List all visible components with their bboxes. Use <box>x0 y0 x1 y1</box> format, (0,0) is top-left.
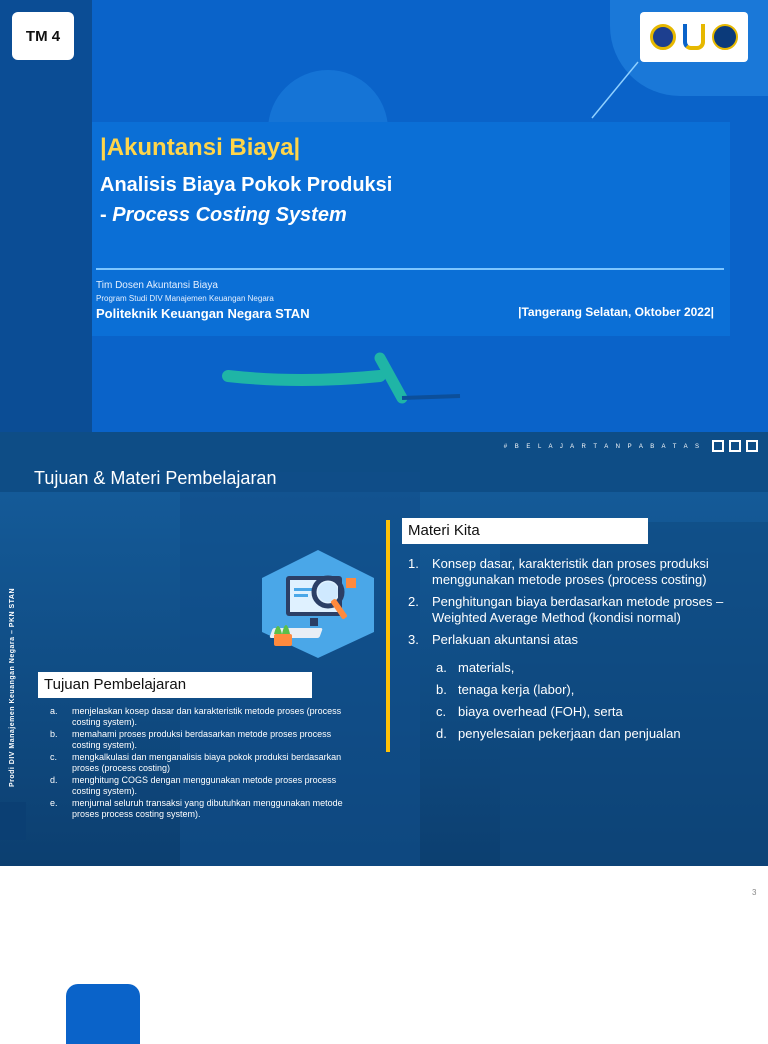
session-badge: TM 4 <box>12 12 74 60</box>
accent-bar <box>386 520 390 752</box>
program-name: Program Studi DIV Manajemen Keuangan Negara <box>96 294 274 303</box>
page-number: 3 <box>752 888 757 897</box>
title-divider <box>96 268 724 270</box>
square-icon <box>746 440 758 452</box>
place-date: |Tangerang Selatan, Oktober 2022| <box>518 305 714 319</box>
list-item: a. menjelaskan kosep dasar dan karakteristik metode proses (process costing system). <box>50 706 342 727</box>
objectives-slide <box>0 432 768 866</box>
square-icons <box>712 440 758 452</box>
topic-subtitle: - Process Costing System <box>100 204 347 226</box>
list-item: e. menjurnal seluruh transaksi yang dibutuhkan menggunakan metode proses process costing system). <box>50 798 343 819</box>
decorative-arrow-icon <box>220 350 480 420</box>
list-item: c. mengkalkulasi dan menganalisis biaya pokok produksi berdasarkan proses (process costing) <box>50 752 342 773</box>
list-item: 3. Perlakuan akuntansi atas <box>408 632 578 647</box>
ministry-logo-icon <box>650 24 676 50</box>
list-item: d. menghitung COGS dengan menggunakan metode proses process costing system). <box>50 775 337 796</box>
team-name: Tim Dosen Akuntansi Biaya <box>96 280 218 291</box>
course-title: |Akuntansi Biaya| <box>100 134 301 161</box>
computer-analysis-illustration-icon <box>258 548 378 660</box>
topic-title: Analisis Biaya Pokok Produksi <box>100 174 393 196</box>
list-item: b. tenaga kerja (labor), <box>436 682 575 697</box>
institution-logos <box>640 12 748 62</box>
next-slide-preview <box>66 984 140 1044</box>
list-item: d. penyelesaian pekerjaan dan penjualan <box>436 726 681 741</box>
list-item: c. biaya overhead (FOH), serta <box>436 704 623 719</box>
left-band <box>0 0 92 432</box>
list-item: a. materials, <box>436 660 515 675</box>
slide-title: Tujuan & Materi Pembelajaran <box>34 468 277 488</box>
decorative-line-icon <box>590 60 640 120</box>
materi-sublist <box>436 660 681 748</box>
side-mark <box>0 802 26 840</box>
side-label: Prodi DIV Manajemen Keuangan Negara – PKN STAN <box>9 587 17 787</box>
tujuan-list <box>50 706 360 821</box>
materi-header: Materi Kita <box>402 518 648 544</box>
list-item: 2. Penghitungan biaya berdasarkan metode proses – Weighted Average Method (kondisi normal) <box>408 594 724 625</box>
title-slide <box>0 0 768 432</box>
stan-logo-icon <box>683 24 705 50</box>
university-logo-icon <box>712 24 738 50</box>
tagline: # B E L A J A R T A N P A B A T A S <box>503 444 702 450</box>
list-item: b. memahami proses produksi berdasarkan metode proses process costing system). <box>50 729 332 750</box>
tujuan-header: Tujuan Pembelajaran <box>38 672 312 698</box>
square-icon <box>712 440 724 452</box>
list-item: 1. Konsep dasar, karakteristik dan proses produksi menggunakan metode proses (process costing) <box>408 556 709 587</box>
materi-list <box>408 556 764 654</box>
institution-name: Politeknik Keuangan Negara STAN <box>96 306 310 321</box>
square-icon <box>729 440 741 452</box>
